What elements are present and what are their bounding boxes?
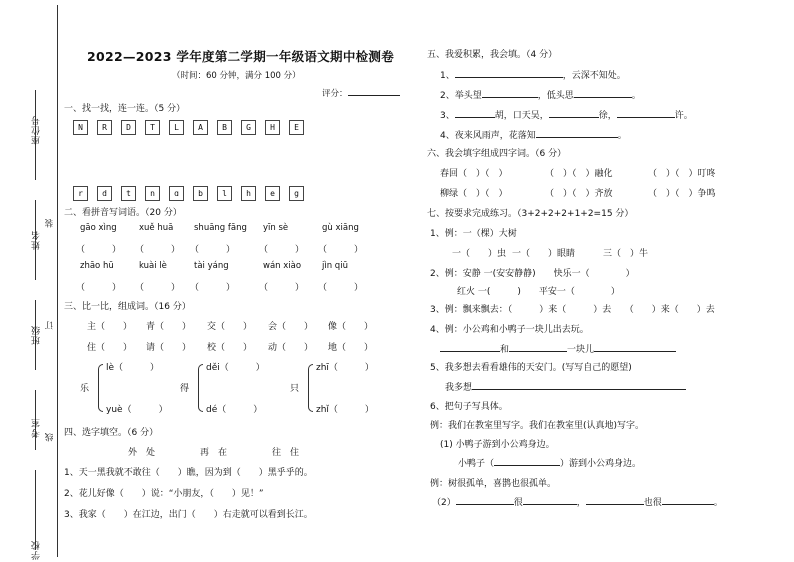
q7-ex5: 5、我多想去看看雄伟的天安门。(写写自己的愿望) <box>430 363 632 373</box>
q5-1-post: ，云深不知处。 <box>562 71 626 81</box>
answer-blank[interactable]: （ ） <box>76 245 122 255</box>
answer-blank[interactable] <box>536 128 618 138</box>
q7-ex6-2-yehen: 也很 <box>643 498 662 508</box>
q4-item-3: 3、我家（ ）在江边，出门（ ）右走就可以看到长江。 <box>64 510 313 520</box>
brace <box>308 364 313 412</box>
q2-heading: 二、看拼音写词语。（20 分） <box>64 208 182 218</box>
letter-box[interactable]: L <box>169 120 184 135</box>
q7-ex6-example: 例：我们在教室里写字。我们在教室里(认真地)写字。 <box>430 421 645 431</box>
letter-box[interactable]: H <box>265 120 280 135</box>
answer-blank[interactable]: （ ） <box>318 245 364 255</box>
pinyin: xuě huā <box>139 223 174 233</box>
answer-blank[interactable] <box>662 495 714 505</box>
q4-option-1: 外 处 <box>128 448 156 458</box>
answer-blank[interactable]: （ ） <box>135 245 181 255</box>
q5-2-mid: ，低头思 <box>537 91 574 101</box>
binding-margin <box>0 0 57 562</box>
q4-option-3: 往 住 <box>272 448 300 458</box>
answer-blank[interactable] <box>472 380 686 390</box>
q7-ex1-c: 三（ ）牛 <box>603 249 649 259</box>
q4-option-2: 再 在 <box>200 448 228 458</box>
q5-3-mid2: 徐， <box>598 111 617 121</box>
q7-ex2: 2、例：安静 一(安安静静) 快乐一（ ） <box>430 269 635 279</box>
compare-item: 校（ ） <box>207 343 253 353</box>
q5-4-pre: 4、夜来风雨声，花落知 <box>440 131 536 141</box>
compare-item: 像（ ） <box>328 322 374 332</box>
pinyin: wán xiào <box>263 261 302 271</box>
compare-item: 会（ ） <box>268 322 314 332</box>
answer-blank[interactable]: （ ） <box>76 283 122 293</box>
letter-box[interactable]: g <box>289 186 304 201</box>
pinyin: gù xiāng <box>322 223 359 233</box>
compare-item: 交（ ） <box>207 322 253 332</box>
q7-ex6: 6、把句子写具体。 <box>430 402 508 412</box>
q7-ex6-2-num: （2） <box>432 498 456 508</box>
letter-box[interactable]: N <box>73 120 88 135</box>
brace <box>98 364 103 412</box>
compare-item: 主（ ） <box>87 322 133 332</box>
answer-blank[interactable] <box>594 342 676 352</box>
score-label-text: 评分： <box>322 89 348 99</box>
letter-box[interactable]: D <box>121 120 136 135</box>
answer-blank[interactable]: （ ） <box>259 283 305 293</box>
q7-ex4: 4、例：小公鸡和小鸭子一块儿出去玩。 <box>430 325 589 335</box>
q7-ex6-1-a: 小鸭子（ <box>458 459 495 469</box>
q7-ex4-row <box>440 342 676 355</box>
binding-ding: 订 <box>45 320 55 330</box>
letter-box[interactable]: b <box>193 186 208 201</box>
answer-blank[interactable]: （ ） <box>259 245 305 255</box>
binding-xian: 线 <box>45 432 55 442</box>
polyphone-top: lè（ ） <box>106 363 160 373</box>
answer-blank[interactable] <box>494 456 560 466</box>
sidebar-line <box>35 470 36 550</box>
q4-item-1: 1、天一黑我就不敢往（ ）瞧，因为到（ ）黑乎乎的。 <box>64 468 313 478</box>
q7-ex5-prefix: 我多想 <box>445 383 473 393</box>
answer-blank[interactable]: （ ） <box>190 245 236 255</box>
letter-box[interactable]: T <box>145 120 160 135</box>
seat-number-label: 座位号 <box>32 115 42 145</box>
q6-r1c3: （ ）（ ）叮咚 <box>648 169 716 179</box>
pinyin: shuāng fāng <box>194 223 247 233</box>
q4-item-2: 2、花儿好像（ ）说：“小朋友，（ ）见！” <box>64 489 264 499</box>
score-field[interactable] <box>348 86 400 96</box>
q7-ex3: 3、例：飘来飘去：（ ）来（ ）去 （ ）来（ ）去 <box>430 305 715 315</box>
q4-heading: 四、选字填空。（6 分） <box>64 428 159 438</box>
q5-3-mid1: 胡，口天吴， <box>494 111 549 121</box>
q7-ex4-together: 一块儿 <box>567 345 595 355</box>
q7-ex6-2-row <box>432 495 723 508</box>
pinyin: gāo xìng <box>80 223 117 233</box>
q6-r1c2: （ ）（ ）融化 <box>545 169 613 179</box>
polyphone-char: 得 <box>180 384 190 394</box>
letter-box[interactable]: e <box>265 186 280 201</box>
q7-ex6-example2: 例：树很孤单，喜鹊也很孤单。 <box>430 479 557 489</box>
school-label: 学校 <box>32 540 42 560</box>
q7-ex6-2-end: 。 <box>713 498 723 508</box>
polyphone-char: 乐 <box>80 384 90 394</box>
q7-ex6-1-row <box>458 456 641 469</box>
answer-blank[interactable] <box>509 342 567 352</box>
q7-ex6-1: (1) 小鸭子游到小公鸡身边。 <box>440 440 555 450</box>
pinyin: tài yáng <box>194 261 229 271</box>
answer-blank[interactable] <box>586 495 644 505</box>
compare-item: 青（ ） <box>146 322 192 332</box>
q5-heading: 五、我爱积累，我会填。（4 分） <box>427 50 558 60</box>
q7-heading: 七、按要求完成练习。（3+2+2+2+1+2=15 分） <box>427 209 634 219</box>
q6-r2c1: 柳绿（ ）（ ） <box>440 189 508 199</box>
pinyin: zhāo hū <box>80 261 114 271</box>
page-title: 2022—2023 学年度第二学期一年级语文期中检测卷 <box>87 49 395 64</box>
q5-2-post: 。 <box>631 91 641 101</box>
polyphone-top: zhī（ ） <box>316 363 374 373</box>
q7-ex5-row <box>445 380 686 393</box>
answer-blank[interactable] <box>455 108 495 118</box>
letter-box[interactable]: R <box>97 120 112 135</box>
compare-item: 地（ ） <box>328 343 374 353</box>
answer-blank[interactable]: （ ） <box>318 283 364 293</box>
q5-4-post: 。 <box>617 131 627 141</box>
answer-blank[interactable] <box>482 88 538 98</box>
polyphone-bottom: dé（ ） <box>206 405 263 415</box>
answer-blank[interactable] <box>523 495 577 505</box>
letter-box[interactable]: t <box>121 186 136 201</box>
q7-ex6-1-b: ）游到小公鸡身边。 <box>560 459 642 469</box>
page-subtitle: （时间：60 分钟，满分 100 分） <box>172 71 301 81</box>
answer-blank[interactable] <box>456 495 514 505</box>
letter-box[interactable]: ɑ <box>169 186 184 201</box>
q6-r2c3: （ ）（ ）争鸣 <box>648 189 716 199</box>
compare-item: 住（ ） <box>87 343 133 353</box>
polyphone-top: děi（ ） <box>206 363 265 373</box>
class-label: 班级 <box>32 325 42 345</box>
letter-box[interactable]: h <box>241 186 256 201</box>
compare-item: 请（ ） <box>146 343 192 353</box>
answer-blank[interactable]: （ ） <box>190 283 236 293</box>
answer-blank[interactable] <box>617 108 675 118</box>
q7-ex6-2-comma: ， <box>576 498 586 508</box>
letter-box[interactable]: n <box>145 186 160 201</box>
exam-room-label: 考室 <box>32 418 42 438</box>
polyphone-bottom: yuè（ ） <box>106 405 168 415</box>
binding-zhuang: 装 <box>45 218 55 228</box>
q6-r2c2: （ ）（ ）齐放 <box>545 189 613 199</box>
answer-blank[interactable] <box>549 108 599 118</box>
letter-box[interactable]: r <box>73 186 88 201</box>
q1-heading: 一、找一找，连一连。（5 分） <box>64 104 186 114</box>
pinyin: kuài lè <box>139 261 167 271</box>
brace <box>198 364 203 412</box>
pinyin: jìn qiū <box>322 261 348 271</box>
q5-3-pre: 3、 <box>440 111 455 121</box>
q7-ex4-and: 和 <box>500 345 510 355</box>
letter-box[interactable]: A <box>193 120 208 135</box>
q7-ex1-a: 一（ ）虫 <box>452 249 507 259</box>
q5-item-3 <box>440 108 693 121</box>
letter-box[interactable]: E <box>289 120 304 135</box>
q6-r1c1: 春回（ ）（ ） <box>440 169 508 179</box>
answer-blank[interactable] <box>455 68 563 78</box>
polyphone-char: 只 <box>290 384 300 394</box>
letter-box[interactable]: G <box>241 120 256 135</box>
q6-heading: 六、我会填字组成四字词。（6 分） <box>427 149 567 159</box>
answer-blank[interactable] <box>574 88 632 98</box>
q5-2-pre: 2、举头望 <box>440 91 482 101</box>
q7-ex1: 1、例：一（棵）大树 <box>430 229 517 239</box>
answer-blank[interactable]: （ ） <box>135 283 181 293</box>
pinyin: yīn sè <box>263 223 289 233</box>
q5-item-1 <box>440 68 626 81</box>
compare-item: 动（ ） <box>268 343 314 353</box>
q5-item-2 <box>440 88 641 101</box>
letter-box[interactable]: B <box>217 120 232 135</box>
polyphone-bottom: zhǐ（ ） <box>316 405 374 415</box>
q5-1-pre: 1、 <box>440 71 455 81</box>
name-label: 姓名 <box>32 230 42 250</box>
letter-box[interactable]: d <box>97 186 112 201</box>
score-label <box>322 86 400 99</box>
answer-blank[interactable] <box>440 342 500 352</box>
q7-ex6-2-hen: 很 <box>513 498 523 508</box>
q5-item-4 <box>440 128 627 141</box>
q7-ex2-row: 红火 一( ) 平安一（ ） <box>457 287 620 297</box>
page-border <box>57 5 58 557</box>
letter-box[interactable]: l <box>217 186 232 201</box>
q5-3-post: 许。 <box>674 111 693 121</box>
q7-ex1-b: 一（ ）眼睛 <box>512 249 576 259</box>
q3-heading: 三、比一比，组成词。（16 分） <box>64 302 191 312</box>
